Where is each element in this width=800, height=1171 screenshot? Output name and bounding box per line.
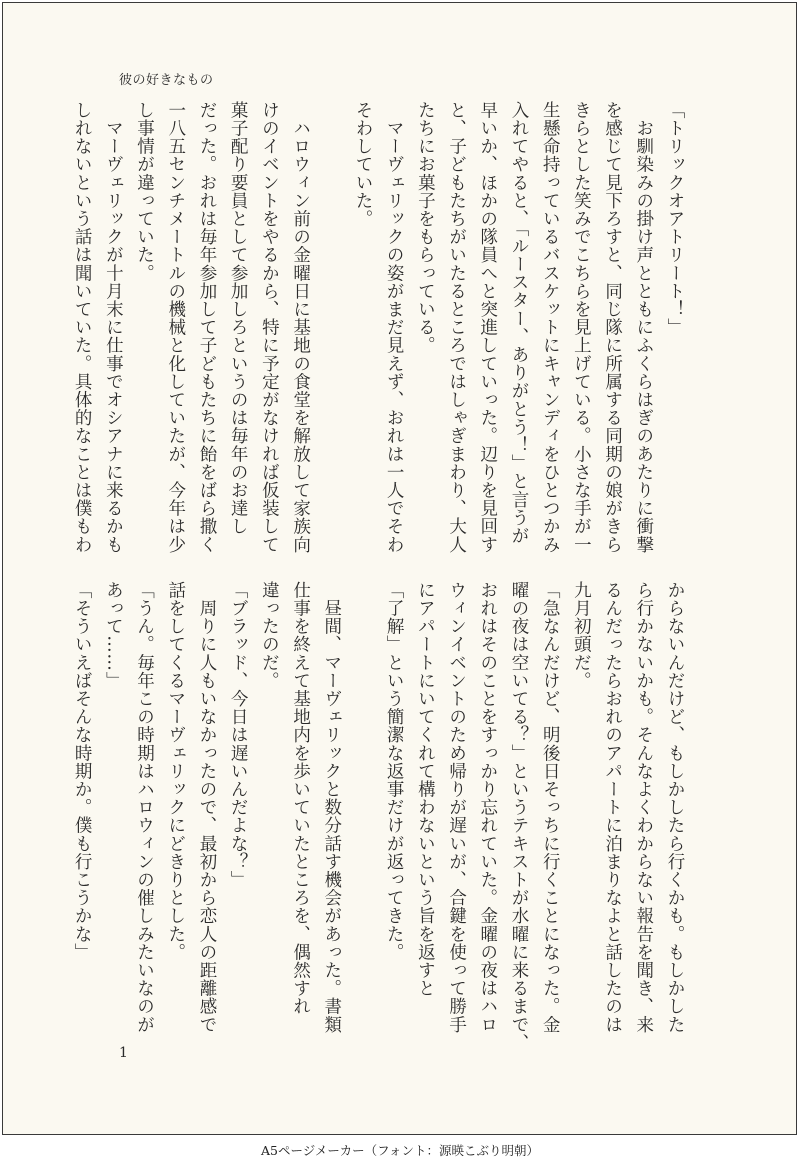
text-line: と、子どもたちがいたるところではしゃぎまわり、大人 bbox=[446, 101, 467, 554]
text-line: 一八五センチメートルの機械と化していたが、今年は少 bbox=[165, 101, 186, 554]
text-line: 仕事を終えて基地内を歩いていたところを、偶然すれ bbox=[290, 581, 311, 1016]
text-line: にアパートにいてくれて構わないという旨を返すと bbox=[415, 581, 436, 998]
text-line: ら行かないかも。そんなよくわからない報告を聞き、来 bbox=[633, 581, 654, 1034]
text-line: 菓子配り要員として参加しろというのは毎年のお達し bbox=[228, 101, 249, 536]
text-line: お馴染みの掛け声とともにふくらはぎのあたりに衝撃 bbox=[633, 101, 654, 554]
text-line: 「急なんだけど、明後日そっちに行くことになった。金 bbox=[540, 581, 561, 1034]
upper-text-block bbox=[72, 101, 690, 556]
text-line: 曜の夜は空いてる？」というテキストが水曜に来るまで、 bbox=[508, 581, 529, 1052]
text-line: しれないという話は聞いていた。具体的なことは僕もわ bbox=[72, 101, 93, 554]
text-line: おれはそのことをすっかり忘れていた。金曜の夜はハロ bbox=[477, 581, 498, 1034]
text-line: 「了解」という簡潔な返事だけが返ってきた。 bbox=[384, 581, 405, 962]
text-line: 昼間、マーヴェリックと数分話す機会があった。書類 bbox=[321, 581, 342, 1034]
text-line: 生懸命持っているバスケットにキャンディをひとつかみ bbox=[540, 101, 561, 554]
text-line: たちにお菓子をもらっている。 bbox=[415, 101, 436, 355]
text-line: そわしていた。 bbox=[352, 101, 373, 228]
text-line: を感じて見下ろすと、同じ隊に所属する同期の娘がきら bbox=[602, 101, 623, 554]
text-line: し事情が違っていた。 bbox=[134, 101, 155, 282]
text-line: けのイベントをやるから、特に予定がなければ仮装して bbox=[259, 101, 280, 554]
footer-credit: A5ページメーカー（フォント：源暎こぶり明朝） bbox=[261, 1143, 539, 1158]
text-line: 「そういえばそんな時期か。僕も行こうかな」 bbox=[72, 581, 93, 962]
text-line: 「うん。毎年この時期はハロウィンの催しみたいなのが bbox=[134, 581, 155, 1034]
lower-text-block bbox=[72, 581, 690, 1052]
page-number: 1 bbox=[119, 1045, 128, 1061]
text-line: マーヴェリックの姿がまだ見えず、おれは一人でそわ bbox=[384, 101, 405, 554]
text-line: ハロウィン前の金曜日に基地の食堂を解放して家族向 bbox=[290, 101, 311, 554]
text-line: マーヴェリックが十月末に仕事でオシアナに来るかも bbox=[103, 101, 124, 554]
text-line: きらとした笑みでこちらを見上げている。小さな手が一 bbox=[571, 101, 592, 554]
text-line: 早いか、ほかの隊員へと突進していった。辺りを見回す bbox=[477, 101, 498, 554]
text-line: 入れてやると、「ルースター、ありがとう！」と言うが bbox=[508, 101, 529, 545]
text-line: からないんだけど、もしかしたら行くかも。もしかした bbox=[665, 581, 685, 1034]
text-line: 違ったのだ。 bbox=[259, 581, 280, 690]
text-line bbox=[316, 101, 347, 556]
text-line bbox=[347, 581, 378, 1036]
text-line: るんだったらおれのアパートに泊まりなよと話したのは bbox=[602, 581, 623, 1034]
running-header-title: 彼の好きなもの bbox=[119, 73, 214, 88]
text-line: あって……」 bbox=[103, 581, 124, 690]
book-page bbox=[2, 2, 797, 1135]
text-line: 周りに人もいなかったので、最初から恋人の距離感で bbox=[196, 581, 217, 1034]
text-line: 「トリックオアトリート！」 bbox=[665, 101, 685, 337]
text-line: 九月初頭だ。 bbox=[571, 581, 592, 690]
text-line: ウィンイベントのため帰りが遅いが、合鍵を使って勝手 bbox=[446, 581, 467, 1034]
text-line: 「ブラッド、今日は遅いんだよな？」 bbox=[228, 581, 249, 889]
text-line: 話をしてくるマーヴェリックにどきりとした。 bbox=[165, 581, 186, 962]
text-line: だった。おれは毎年参加して子どもたちに飴をばら撒く bbox=[196, 101, 217, 554]
